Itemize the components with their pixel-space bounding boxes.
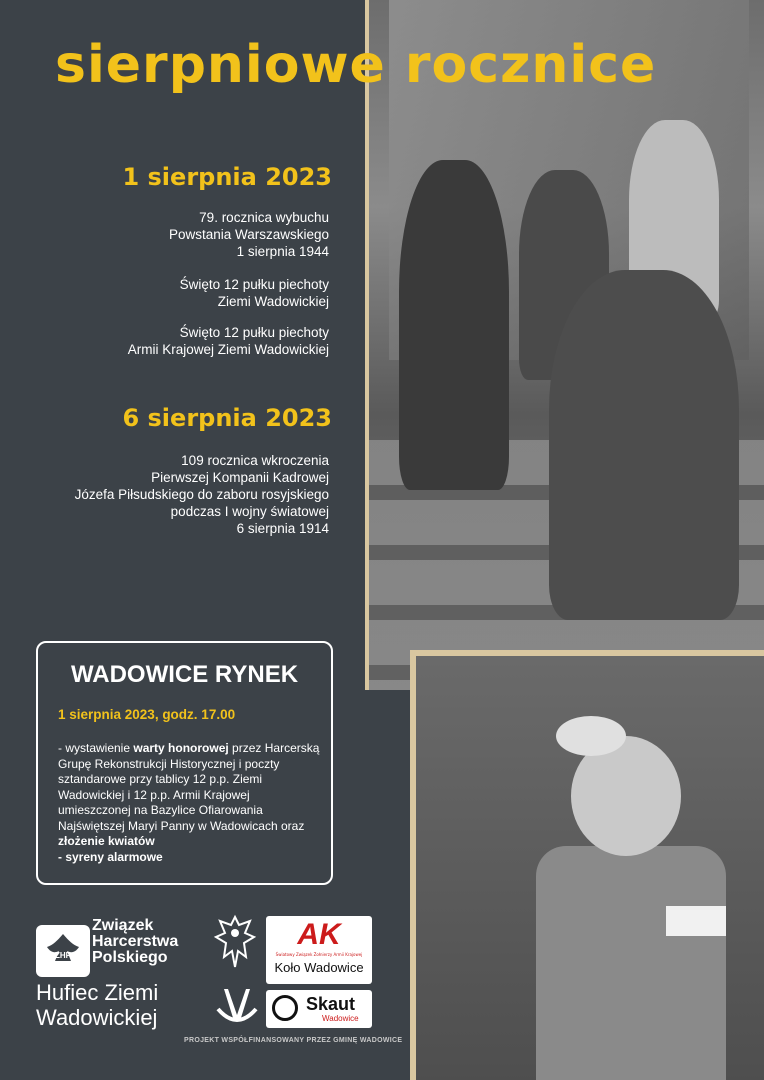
compass-icon [272,995,298,1021]
event-line: Ziemi Wadowickiej [217,294,329,309]
box-text: - wystawienie [58,741,134,755]
section-date-2: 6 sierpnia 2023 [122,404,332,432]
boy-figure [549,270,739,620]
event-line: Powstania Warszawskiego [168,227,329,242]
event-1-2 [180,276,329,310]
hufiec-name [36,980,158,1030]
skaut-name: Skaut [306,994,356,1014]
zhp-lily-icon [36,925,90,977]
child-body [536,846,726,1080]
poster-title: sierpniowe rocznice [55,35,657,95]
event-line: 79. rocznica wybuchu [199,210,329,225]
box-text: Harcerską Grupę Rekonstrukcji Historycznej i poczty sztandarowe przy tablicy 12 p.p. Ziemi Wadowickiej i 12 p.p. Armii Krajowej umieszczonej na Bazylice Ofiarowania Najświętszej Maryi Panny w Wadowicach [58,741,320,833]
box-title: WADOWICE RYNEK [70,661,299,688]
event-1-1 [169,209,329,260]
ak-logo [266,916,372,984]
event-line: 6 sierpnia 1914 [236,521,329,536]
event-line: Armii Krajowej Ziemi Wadowickiej [127,342,329,357]
box-date: 1 sierpnia 2023, godz. 17.00 [58,707,236,722]
insurgents-photo [365,0,764,690]
section-date-1: 1 sierpnia 2023 [122,163,332,191]
event-line: 109 rocznica wkroczenia [181,453,329,468]
funding-note: PROJEKT WSPÓŁFINANSOWANY PRZEZ GMINĘ WADOWICE [184,1037,403,1044]
box-text: przez [228,741,262,755]
event-line: 1 sierpnia 1944 [236,244,329,259]
child-figure [536,696,726,1080]
box-text: oraz [280,818,305,833]
ak-small-text: Światowy Związek Żołnierzy Armii Krajowej [275,952,363,957]
zhp-lily-svg [41,931,85,971]
hufiec-line: Wadowickiej [36,1005,158,1030]
zhp-line: Związek [92,917,154,934]
zhp-line: Harcerstwa [92,933,179,950]
box-text-bold: złożenie kwiatów [58,834,155,848]
armband [666,906,726,936]
ak-subtitle: Koło Wadowice [274,960,364,975]
event-line: Święto 12 pułku piechoty [179,277,329,292]
skaut-subtitle: Wadowice [322,1014,359,1023]
zhp-line: Polskiego [92,949,168,966]
event-line: podczas I wojny światowej [170,504,329,519]
ceremony-info-box [36,641,333,885]
skaut-logo [266,990,372,1028]
event-line: Józefa Piłsudskiego do zaboru rosyjskiego [74,487,329,502]
box-text-bold: warty honorowej [133,741,229,755]
zhp-badge-text: ZHP [55,951,71,960]
event-line: Święto 12 pułku piechoty [179,325,329,340]
box-text-bold: - syreny alarmowe [58,849,163,864]
event-line: Pierwszej Kompanii Kadrowej [151,470,329,485]
box-body [58,741,323,865]
hufiec-line: Hufiec Ziemi [36,980,159,1005]
event-2-1 [75,452,329,537]
ak-mark: AK [297,918,341,951]
child-photo [410,650,764,1080]
event-1-3 [128,324,329,358]
hair-bow [556,716,626,756]
kotwica-icon [214,985,260,1025]
zhp-name [92,918,178,966]
soldier-figure [399,160,509,490]
eagle-emblem-icon [214,913,256,971]
